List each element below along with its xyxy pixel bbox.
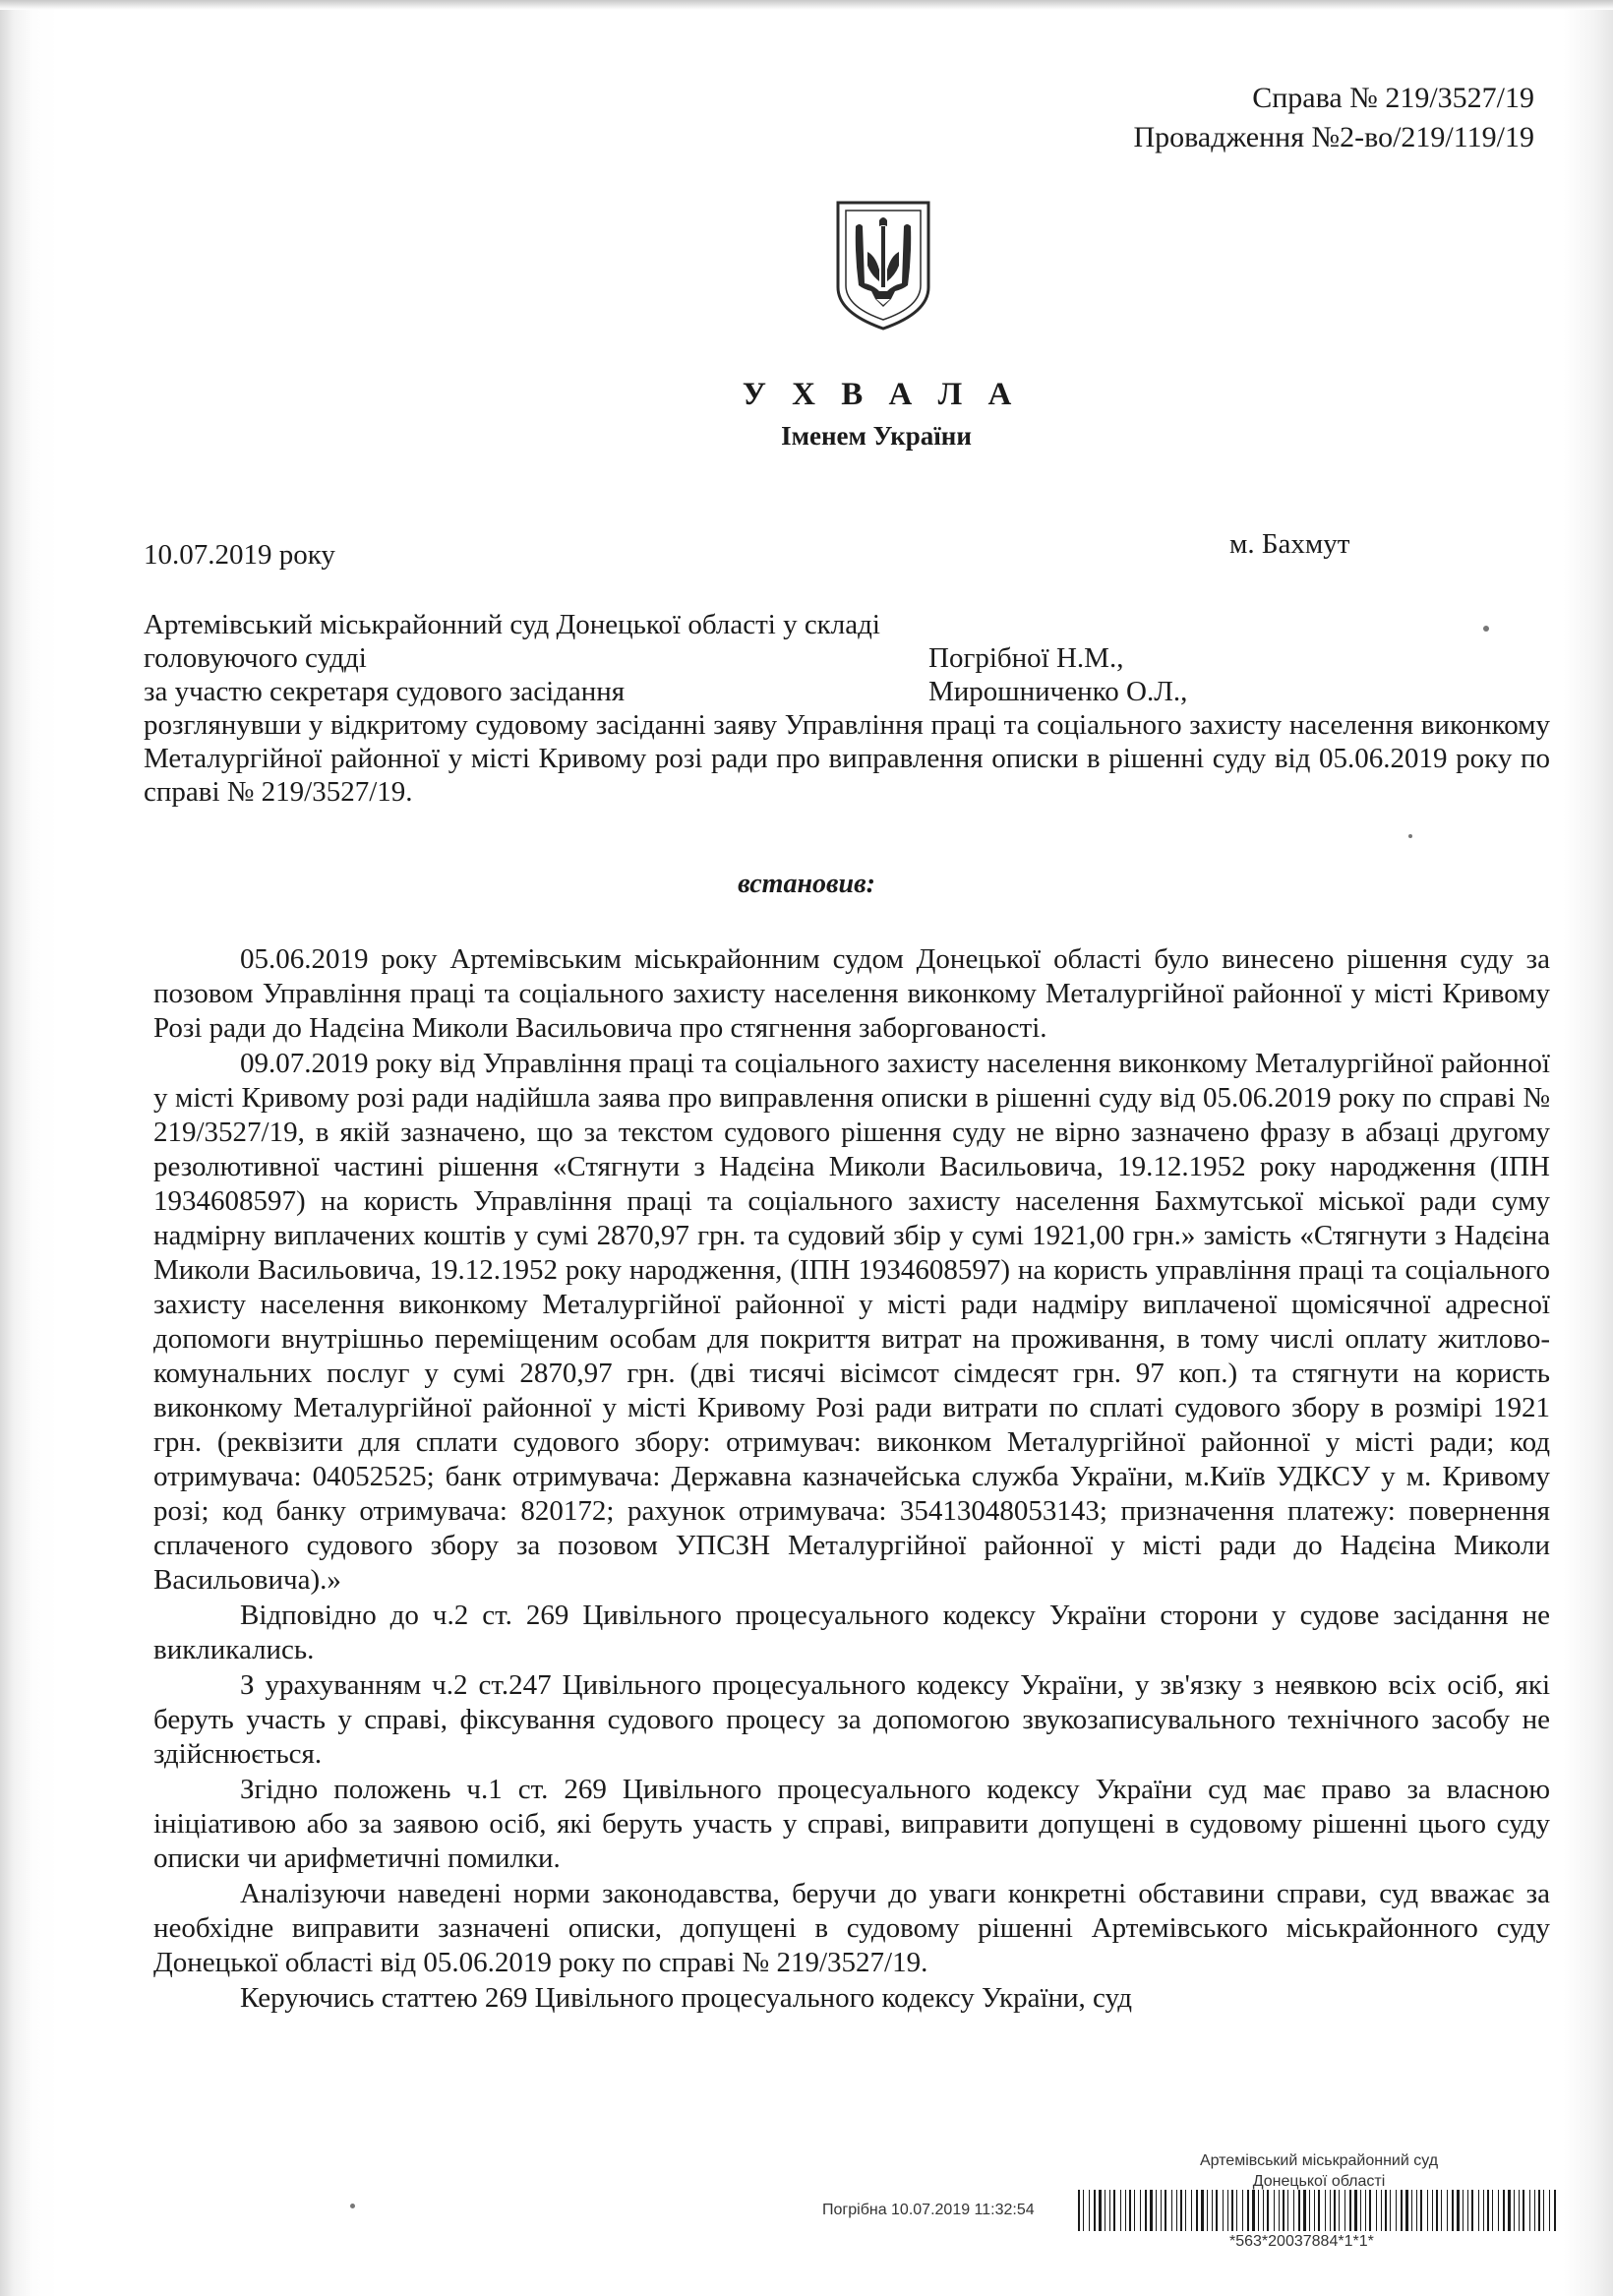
barcode-bar xyxy=(1227,2190,1228,2231)
document-body xyxy=(153,942,1550,2017)
barcode-bar xyxy=(1263,2190,1264,2231)
barcode-bar xyxy=(1134,2190,1135,2231)
barcode-bar xyxy=(1543,2190,1544,2231)
court-stamp-line: Донецької області xyxy=(1252,2173,1386,2190)
barcode-bar xyxy=(1463,2190,1464,2231)
proceeding-number: Провадження №2-во/219/119/19 xyxy=(1133,121,1534,153)
barcode-bar xyxy=(1396,2190,1397,2231)
barcode-bar xyxy=(1514,2190,1515,2231)
barcode-bar xyxy=(1330,2190,1331,2231)
barcode-icon xyxy=(1078,2190,1560,2231)
barcode-bar xyxy=(1113,2190,1115,2231)
body-paragraph: 05.06.2019 року Артемівським міськрайонним судом Донецької області було винесено рішення суду за позовом Управління праці та соціального захисту населення виконкому Металургійної районної у місті Кривому Розі ради до Надєіна Миколи Васильовича про стягнення заборгованості. xyxy=(153,943,1550,1044)
barcode-bar xyxy=(1416,2190,1417,2231)
barcode-bar xyxy=(1099,2190,1102,2231)
barcode-bar xyxy=(1242,2190,1243,2231)
body-paragraph: З урахуванням ч.2 ст.247 Цивільного процесуального кодексу України, у зв'язку з неявкою всіх осіб, які беруть участь у справі, фіксування судового процесу за допомогою звукозаписувального технічного засобу не здійснюється. xyxy=(153,1669,1550,1770)
barcode-bar xyxy=(1554,2190,1556,2231)
barcode-bar xyxy=(1411,2190,1412,2231)
barcode-bar xyxy=(1401,2190,1403,2231)
body-paragraph: Відповідно до ч.2 ст. 269 Цивільного процесуального кодексу України сторони у судове засідання не викликались. xyxy=(153,1600,1550,1665)
barcode-bar xyxy=(1287,2190,1288,2231)
barcode-bar xyxy=(1145,2190,1147,2231)
barcode-bar xyxy=(1176,2190,1177,2231)
barcode-bar xyxy=(1471,2190,1473,2231)
barcode-bar xyxy=(1283,2190,1284,2231)
barcode-bar xyxy=(1258,2190,1259,2231)
signer-timestamp: Погрібна 10.07.2019 11:32:54 xyxy=(822,2202,1035,2218)
barcode-bar xyxy=(1298,2190,1300,2231)
barcode-bar xyxy=(1405,2190,1408,2231)
barcode-bar xyxy=(1492,2190,1493,2231)
barcode-bar xyxy=(1354,2190,1357,2231)
barcode-bar xyxy=(1441,2190,1442,2231)
barcode-bar xyxy=(1390,2190,1391,2231)
barcode-bar xyxy=(1420,2190,1422,2231)
barcode-bar xyxy=(1519,2190,1520,2231)
barcode-bar xyxy=(1529,2190,1530,2231)
barcode-bar xyxy=(1325,2190,1326,2231)
section-title-established: встановив: xyxy=(738,869,875,899)
barcode-bar xyxy=(1376,2190,1377,2231)
barcode-bar xyxy=(1498,2190,1499,2231)
decision-date: 10.07.2019 року xyxy=(144,539,335,571)
barcode-bar xyxy=(1161,2190,1162,2231)
court-stamp-line: Артемівський міськрайонний суд xyxy=(1199,2152,1439,2169)
barcode-bar xyxy=(1523,2190,1524,2231)
decision-city: м. Бахмут xyxy=(1229,528,1350,560)
barcode-bar xyxy=(1165,2190,1166,2231)
barcode-bar xyxy=(1467,2190,1468,2231)
barcode-bar xyxy=(1436,2190,1438,2231)
barcode-bar xyxy=(1196,2190,1198,2231)
judge-name: Погрібної Н.М., xyxy=(928,642,1124,674)
barcode-bar xyxy=(1303,2190,1306,2231)
barcode-bar xyxy=(1538,2190,1540,2231)
barcode-bar xyxy=(1478,2190,1479,2231)
barcode-bar xyxy=(1369,2190,1371,2231)
barcode-bar xyxy=(1385,2190,1387,2231)
barcode-bar xyxy=(1201,2190,1204,2231)
body-paragraph: Керуючись статтею 269 Цивільного процесуального кодексу України, суд xyxy=(240,1982,1132,2014)
barcode-bar xyxy=(1231,2190,1233,2231)
barcode-bar xyxy=(1216,2190,1218,2231)
barcode-bar xyxy=(1452,2190,1454,2231)
barcode-bar xyxy=(1487,2190,1489,2231)
barcode-bar xyxy=(1427,2190,1428,2231)
barcode-bar xyxy=(1207,2190,1208,2231)
barcode-bar xyxy=(1109,2190,1110,2231)
barcode-bar xyxy=(1252,2190,1255,2231)
barcode-bar xyxy=(1125,2190,1126,2231)
body-paragraph: 09.07.2019 року від Управління праці та соціального захисту населення виконкому Металургійної районної у місті Кривому розі ради надійшла заява про виправлення описки в рішенні суду від 05.06.2019 року по справі № 219/3527/19, в якій зазначено, що за текстом судового рішення суду не вірно зазначено фразу в абзаці другому резолютивної частині рішення «Стягнути з Надєіна Миколи Васильовича, 19.12.1952 року народження (ІПН 1934608597) на користь Управління праці та соціального захисту населення Бахмутської міської ради суму надмірну виплачених коштів у сумі 2870,97 грн. та судовий збір у сумі 1921,00 грн.» замість «Стягнути з Надєіна Миколи Васильовича, 19.12.1952 року народження, (ІПН 1934608597) на користь управління праці та соціального захисту населення виконкому Металургійної районної у місті ради надміру виплаченої щомісячної адресної допомоги внутрішньо переміщеним особам для покриття витрат на проживання, в тому числі оплату житлово-комунальних послуг у сумі 2870,97 грн. (дві тисячі вісімсот сімдесят грн. 97 коп.) та стягнути на користь виконкому Металургійної районної у місті Кривому Розі ради витрати по сплаті судового збору в розмірі 1921 грн. (реквізити для сплати судового збору: отримувач: виконком Металургійної районної у місті ради; код отримувача: 04052525; банк отримувача: Державна казначейська служба України, м.Київ УДКСУ у м. Кривому розі; код банку отримувача: 820172; рахунок отримувача: 35413048053143; призначення платежу: повернення сплаченого судового збору за позовом УПСЗН Металургійної районної у місті ради до Надєіна Миколи Васильовича).» xyxy=(153,1048,1550,1596)
case-number: Справа № 219/3527/19 xyxy=(1252,82,1534,114)
barcode-bar xyxy=(1483,2190,1484,2231)
document-title: У Х В А Л А xyxy=(742,377,1021,412)
body-paragraph: Згідно положень ч.1 ст. 269 Цивільного процесуального кодексу України суд має право за власною ініціативою або за заявою осіб, які беруть участь у справі, виправити допущені в судовому рішенні цього суду описки чи арифметичні помилки. xyxy=(153,1774,1550,1874)
court-composition xyxy=(144,608,1550,809)
secretary-label: за участю секретаря судового засідання xyxy=(144,676,626,707)
scan-speck xyxy=(1483,626,1489,632)
case-reference xyxy=(1133,79,1534,157)
barcode-bar xyxy=(1274,2190,1275,2231)
barcode-bar xyxy=(1212,2190,1213,2231)
judge-row xyxy=(144,641,1550,675)
barcode-bar xyxy=(1247,2190,1249,2231)
barcode-bar xyxy=(1381,2190,1382,2231)
body-paragraph: Аналізуючи наведені норми законодавства, беручи до уваги конкретні обставини справи, суд вважає за необхідне виправити зазначені описки, допущені в судовому рішенні Артемівського міськрайонного суду Донецької області від 05.06.2019 року по справі № 219/3527/19. xyxy=(153,1878,1550,1978)
barcode-bar xyxy=(1185,2190,1186,2231)
court-line: Артемівський міськрайонний суд Донецької області у складі xyxy=(144,609,880,640)
scan-edge xyxy=(0,0,1613,10)
barcode-bar xyxy=(1318,2190,1320,2231)
barcode-bar xyxy=(1279,2190,1280,2231)
barcode-bar xyxy=(1236,2190,1237,2231)
barcode-bar xyxy=(1309,2190,1310,2231)
barcode-bar xyxy=(1129,2190,1131,2231)
barcode-bar xyxy=(1447,2190,1448,2231)
barcode-bar xyxy=(1334,2190,1336,2231)
barcode-bar xyxy=(1078,2190,1080,2231)
barcode-bar xyxy=(1432,2190,1433,2231)
barcode-bar xyxy=(1549,2190,1550,2231)
barcode-bar xyxy=(1267,2190,1269,2231)
barcode-bar xyxy=(1339,2190,1340,2231)
barcode-bar xyxy=(1140,2190,1141,2231)
barcode-bar xyxy=(1156,2190,1157,2231)
barcode-bar xyxy=(1171,2190,1172,2231)
barcode-bar xyxy=(1150,2190,1153,2231)
barcode-bar xyxy=(1223,2190,1224,2231)
scan-speck xyxy=(350,2204,355,2208)
barcode-bar xyxy=(1180,2190,1182,2231)
ukraine-trident-emblem-icon xyxy=(832,197,934,334)
barcode-bar xyxy=(1349,2190,1351,2231)
barcode-bar xyxy=(1360,2190,1361,2231)
secretary-row xyxy=(144,675,1550,708)
barcode-bar xyxy=(1314,2190,1315,2231)
document-subtitle: Іменем України xyxy=(781,421,972,451)
barcode-bar xyxy=(1094,2190,1096,2231)
barcode-bar xyxy=(1365,2190,1366,2231)
secretary-name: Мирошниченко О.Л., xyxy=(928,676,1188,707)
barcode-bar xyxy=(1293,2190,1294,2231)
barcode-code: *563*20037884*1*1* xyxy=(1229,2233,1374,2250)
barcode-bar xyxy=(1089,2190,1090,2231)
barcode-bar xyxy=(1457,2190,1460,2231)
barcode-bar xyxy=(1503,2190,1505,2231)
scan-speck xyxy=(1408,834,1412,838)
barcode-bar xyxy=(1120,2190,1121,2231)
barcode-bar xyxy=(1083,2190,1084,2231)
barcode-bar xyxy=(1508,2190,1511,2231)
judge-label: головуючого судді xyxy=(144,642,367,674)
barcode-bar xyxy=(1191,2190,1192,2231)
considered-statement: розглянувши у відкритому судовому засіданні заяву Управління праці та соціального захисту населення виконкому Металургійної районної у місті Кривому розі ради про виправлення описки в рішенні суду від 05.06.2019 року по справі № 219/3527/19. xyxy=(144,709,1550,808)
court-stamp-text xyxy=(1176,2150,1462,2192)
barcode-bar xyxy=(1534,2190,1535,2231)
barcode-bar xyxy=(1344,2190,1345,2231)
